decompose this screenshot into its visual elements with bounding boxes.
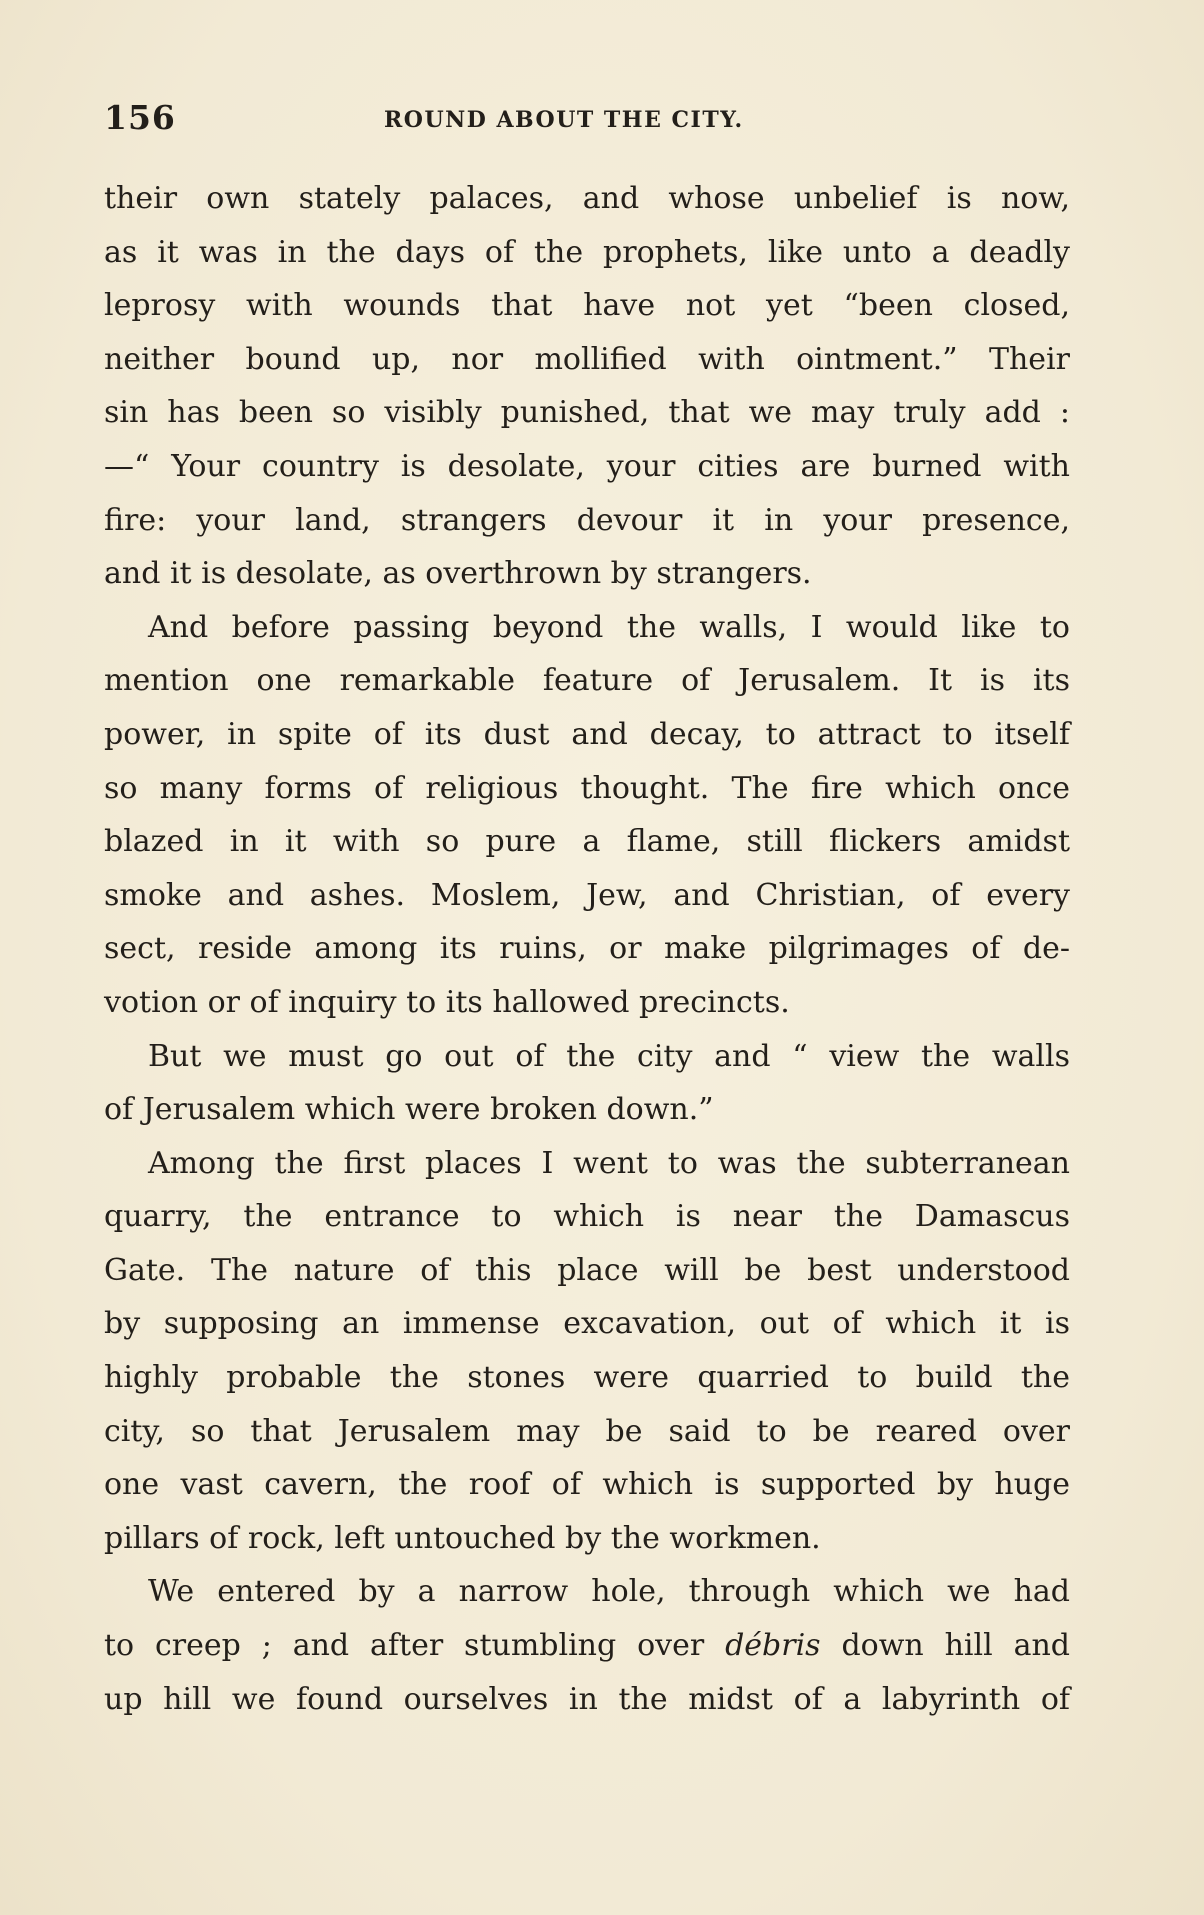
text-line-content: sect, reside among its ruins, or make pilgrimages of de- [104,931,1070,967]
text-line [104,1297,1070,1351]
page-header [104,98,1070,142]
text-line [104,1673,1070,1727]
text-line [104,869,1070,923]
text-line [104,440,1070,494]
text-line-content: and it is desolate, as overthrown by strangers. [104,556,812,592]
text-line-continuation: down hill and [820,1628,1070,1664]
text-line-content: as it was in the days of the prophets, like unto a deadly [104,234,1070,270]
text-line-content: sin has been so visibly punished, that we may truly add : [104,395,1070,431]
text-line-content: —“ Your country is desolate, your cities are burned with [104,448,1070,484]
italic-word: débris [725,1628,821,1664]
text-line-content: Gate. The nature of this place will be best understood [104,1252,1070,1288]
text-line [104,1244,1070,1298]
text-line [104,1030,1070,1084]
page-number: 156 [104,98,176,137]
text-line [104,1351,1070,1405]
text-line [104,815,1070,869]
text-line [104,1619,1070,1673]
text-line-content: highly probable the stones were quarried to build the [104,1360,1070,1396]
text-line-content: city, so that Jerusalem may be said to be reared over [104,1413,1070,1449]
text-line [104,1083,1070,1137]
text-line [104,1512,1070,1566]
text-line [104,654,1070,708]
text-line-content: of Jerusalem which were broken down.” [104,1092,714,1128]
text-line [104,1565,1070,1619]
text-line-content: quarry, the entrance to which is near the Damascus [104,1199,1070,1235]
text-line [104,1190,1070,1244]
text-line [104,333,1070,387]
text-line-content: But we must go out of the city and “ view the walls [148,1038,1070,1074]
text-line [104,762,1070,816]
text-line [104,494,1070,548]
text-line [104,1405,1070,1459]
text-line-content: Among the first places I went to was the subterranean [148,1145,1070,1181]
text-line [104,1137,1070,1191]
text-line [104,601,1070,655]
text-line-content: their own stately palaces, and whose unbelief is now, [104,181,1070,216]
text-line [104,976,1070,1030]
text-line-content: blazed in it with so pure a flame, still flickers amidst [104,824,1070,860]
text-line-content: smoke and ashes. Moslem, Jew, and Christian, of every [104,877,1070,913]
text-line [104,172,1070,226]
text-line-content: up hill we found ourselves in the midst of a labyrinth of [104,1681,1070,1717]
text-line-content: by supposing an immense excavation, out of which it is [104,1306,1070,1342]
text-line-content: power, in spite of its dust and decay, to attract to itself [104,716,1070,752]
text-line-content: leprosy with wounds that have not yet “been closed, [104,288,1070,324]
running-head: ROUND ABOUT THE CITY. [384,107,744,133]
text-line-content: to creep ; and after stumbling over [104,1628,705,1664]
text-line [104,708,1070,762]
text-line [104,922,1070,976]
text-line-content: mention one remarkable feature of Jerusalem. It is its [104,663,1070,699]
body-text [104,172,1070,1726]
text-line [104,386,1070,440]
text-line-content: pillars of rock, left untouched by the workmen. [104,1520,821,1556]
text-line-content: one vast cavern, the roof of which is supported by huge [104,1467,1070,1503]
text-line [104,279,1070,333]
text-line-content: neither bound up, nor mollified with ointment.” Their [104,341,1070,377]
text-line-content: And before passing beyond the walls, I would like to [148,609,1070,645]
text-line [104,1458,1070,1512]
text-line [104,547,1070,601]
text-line-content: votion or of inquiry to its hallowed precincts. [104,984,790,1020]
text-line-content: so many forms of religious thought. The fire which once [104,770,1070,806]
text-line [104,226,1070,280]
text-line-content: fire: your land, strangers devour it in your presence, [104,502,1070,538]
text-line-content: We entered by a narrow hole, through which we had [148,1574,1070,1610]
